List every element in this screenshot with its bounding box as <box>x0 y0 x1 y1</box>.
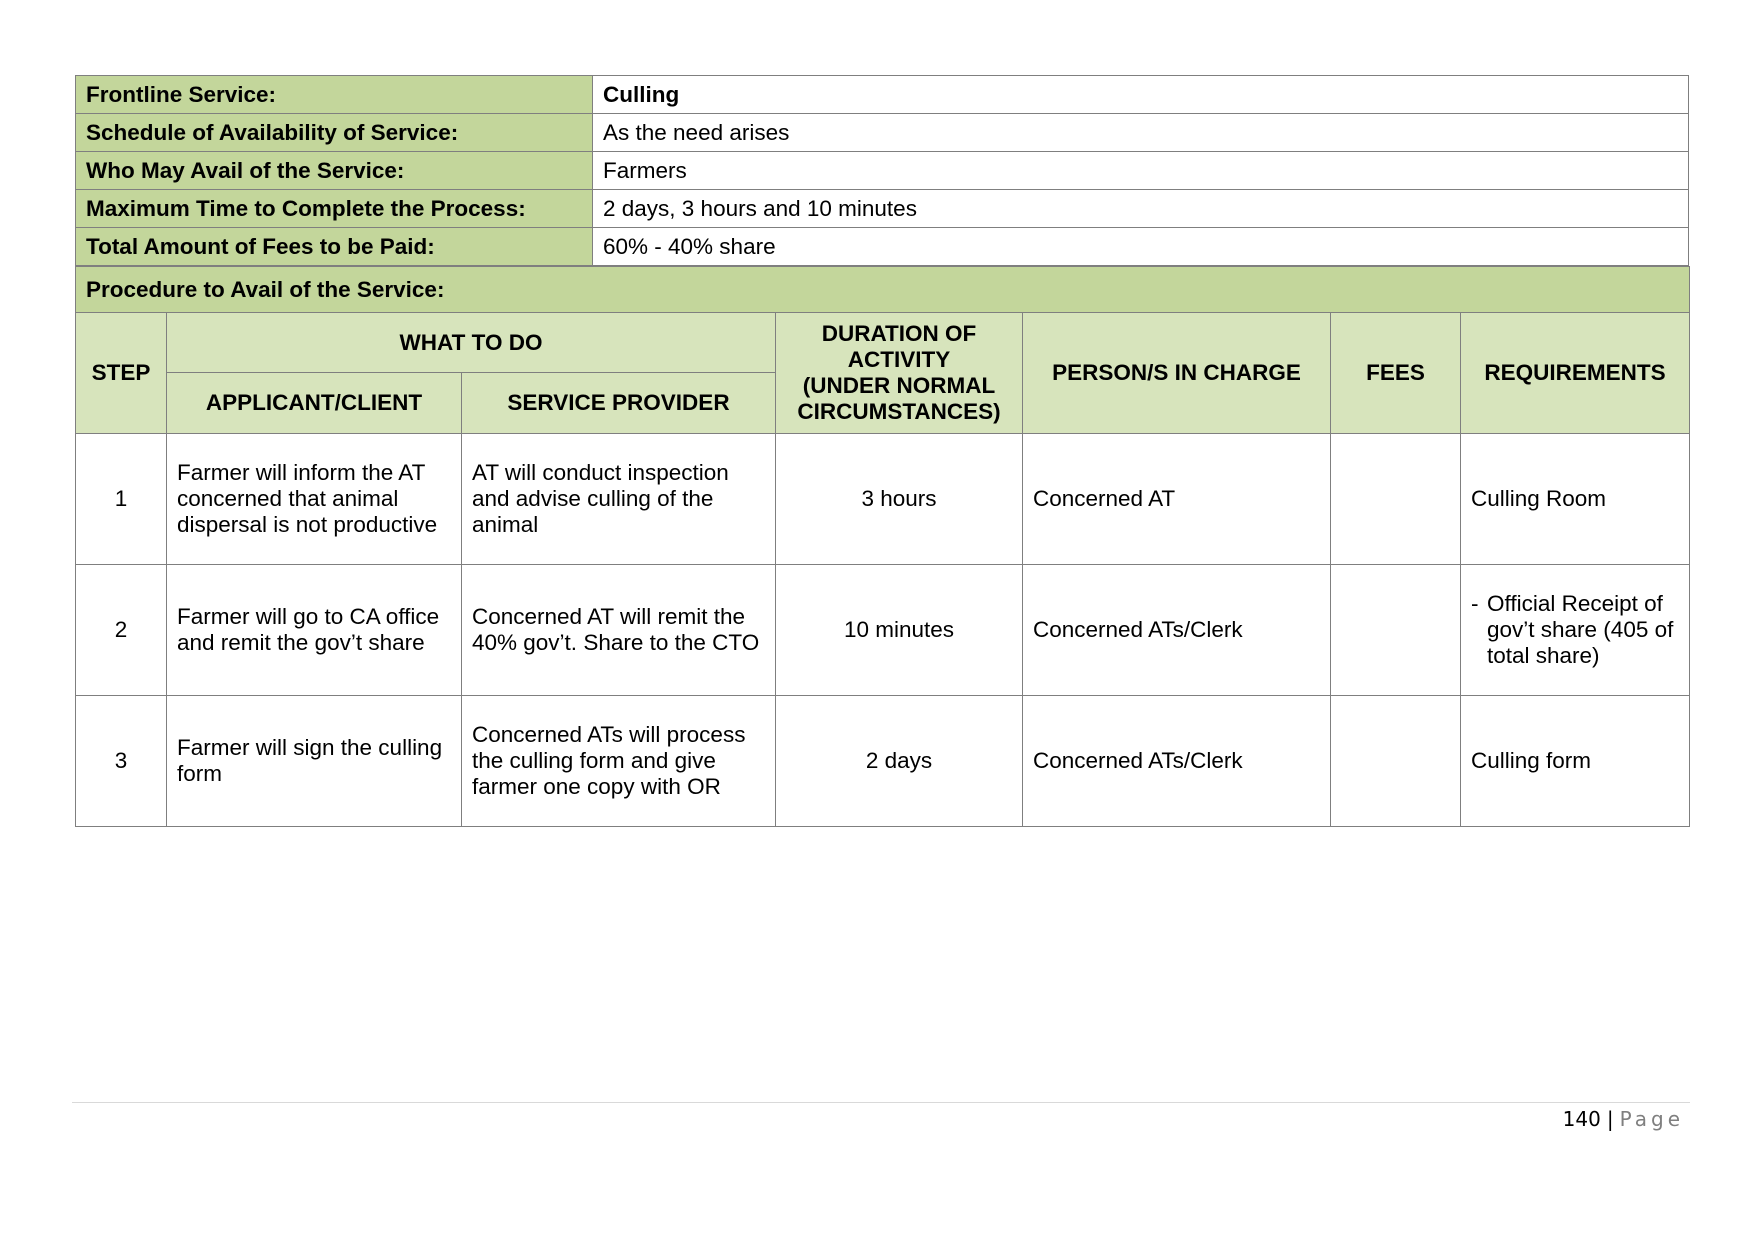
applicant-action: Farmer will sign the culling form <box>167 696 462 827</box>
duration: 10 minutes <box>776 565 1023 696</box>
requirements <box>1461 565 1690 696</box>
info-value: As the need arises <box>593 114 1689 152</box>
header-applicant-client: APPLICANT/CLIENT <box>167 373 462 434</box>
header-duration-line2: (UNDER NORMAL CIRCUMSTANCES) <box>797 373 1001 424</box>
footer-divider <box>72 1102 1690 1103</box>
page-separator: | <box>1606 1107 1614 1131</box>
requirements: Culling Room <box>1461 434 1690 565</box>
info-label: Who May Avail of the Service: <box>76 152 593 190</box>
info-row-who-may-avail <box>76 152 1689 190</box>
procedure-table <box>75 266 1690 827</box>
applicant-action: Farmer will go to CA office and remit the gov’t share <box>167 565 462 696</box>
applicant-action: Farmer will inform the AT concerned that animal dispersal is not productive <box>167 434 462 565</box>
duration: 2 days <box>776 696 1023 827</box>
info-value: 2 days, 3 hours and 10 minutes <box>593 190 1689 228</box>
procedure-title: Procedure to Avail of the Service: <box>76 267 1690 313</box>
info-row-frontline-service <box>76 76 1689 114</box>
requirement-list-item <box>1471 591 1679 669</box>
info-label: Maximum Time to Complete the Process: <box>76 190 593 228</box>
page-footer <box>1563 1107 1684 1131</box>
info-value: Culling <box>593 76 1689 114</box>
fees <box>1331 565 1461 696</box>
info-row-total-fees <box>76 228 1689 266</box>
fees <box>1331 434 1461 565</box>
page-word: Page <box>1619 1107 1684 1131</box>
info-value: Farmers <box>593 152 1689 190</box>
header-duration <box>776 313 1023 434</box>
table-row <box>76 696 1690 827</box>
info-value: 60% - 40% share <box>593 228 1689 266</box>
step-number: 2 <box>76 565 167 696</box>
fees <box>1331 696 1461 827</box>
header-duration-line1: DURATION OF ACTIVITY <box>821 321 977 372</box>
procedure-title-row <box>76 267 1690 313</box>
info-row-schedule <box>76 114 1689 152</box>
info-row-max-time <box>76 190 1689 228</box>
header-what-to-do: WHAT TO DO <box>167 313 776 373</box>
person-in-charge: Concerned ATs/Clerk <box>1023 565 1331 696</box>
requirements: Culling form <box>1461 696 1690 827</box>
header-person-in-charge: PERSON/S IN CHARGE <box>1023 313 1331 434</box>
header-requirements: REQUIREMENTS <box>1461 313 1690 434</box>
provider-action: Concerned ATs will process the culling form and give farmer one copy with OR <box>462 696 776 827</box>
table-row <box>76 434 1690 565</box>
duration: 3 hours <box>776 434 1023 565</box>
step-number: 1 <box>76 434 167 565</box>
service-info-table <box>75 75 1689 266</box>
requirement-text: Official Receipt of gov’t share (405 of total share) <box>1487 591 1674 668</box>
provider-action: Concerned AT will remit the 40% gov’t. Share to the CTO <box>462 565 776 696</box>
provider-action: AT will conduct inspection and advise culling of the animal <box>462 434 776 565</box>
info-label: Total Amount of Fees to be Paid: <box>76 228 593 266</box>
procedure-header-row <box>76 313 1690 373</box>
header-step: STEP <box>76 313 167 434</box>
list-dash: - <box>1471 591 1479 616</box>
step-number: 3 <box>76 696 167 827</box>
person-in-charge: Concerned AT <box>1023 434 1331 565</box>
page-number: 140 <box>1562 1107 1601 1131</box>
header-service-provider: SERVICE PROVIDER <box>462 373 776 434</box>
info-label: Schedule of Availability of Service: <box>76 114 593 152</box>
person-in-charge: Concerned ATs/Clerk <box>1023 696 1331 827</box>
table-row <box>76 565 1690 696</box>
header-fees: FEES <box>1331 313 1461 434</box>
info-label: Frontline Service: <box>76 76 593 114</box>
